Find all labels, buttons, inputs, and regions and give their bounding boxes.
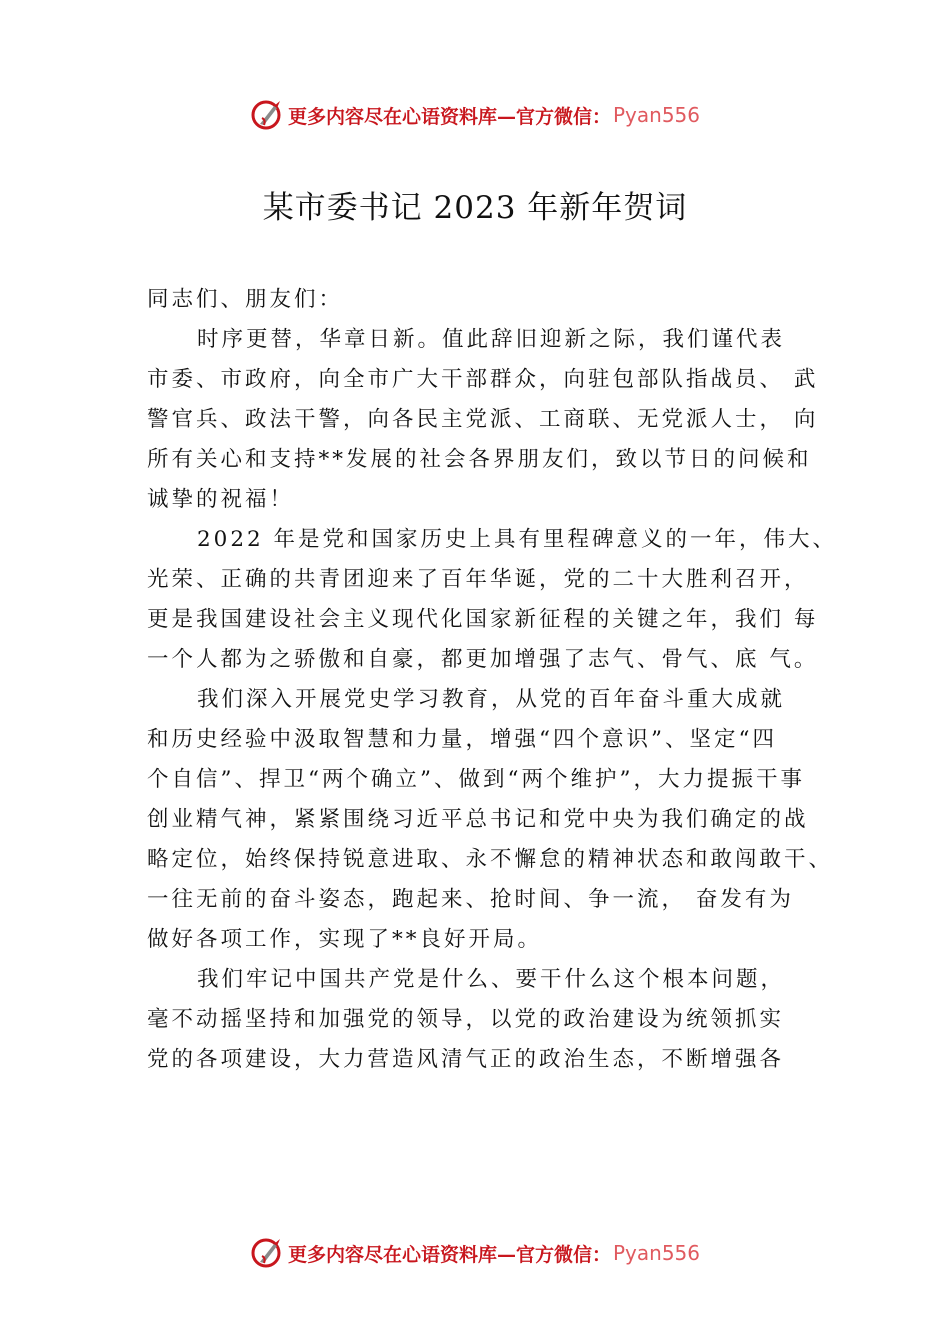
text-line: 更是我国建设社会主义现代化国家新征程的关键之年，我们 每	[147, 607, 819, 632]
text-line: 党的各项建设，大力营造风清气正的政治生态，不断增强各	[147, 1047, 785, 1072]
paragraph-1	[147, 320, 837, 520]
footer-banner-account: Pyan556	[613, 1241, 701, 1265]
quill-logo-icon	[250, 1236, 284, 1270]
header-banner-account: Pyan556	[613, 103, 701, 127]
text-line: 时序更替，华章日新。值此辞旧迎新之际，我们谨代表	[197, 327, 786, 352]
text-line: 所有关心和支持**发展的社会各界朋友们，致以节日的问候和	[147, 447, 812, 472]
header-banner-text: 更多内容尽在心语资料库—官方微信：	[287, 105, 611, 128]
text-line: 警官兵、政法干警，向各民主党派、工商联、无党派人士， 向	[147, 407, 819, 432]
text-line: 做好各项工作，实现了**良好开局。	[147, 927, 543, 952]
text-line: 毫不动摇坚持和加强党的领导，以党的政治建设为统领抓实	[147, 1007, 785, 1032]
text-line: 一往无前的奋斗姿态，跑起来、抢时间、争一流， 奋发有为	[147, 887, 794, 912]
text-line: 2022 年是党和国家历史上具有里程碑意义的一年，伟大、	[197, 527, 838, 552]
paragraph-4	[147, 960, 837, 1080]
text-line: 我们牢记中国共产党是什么、要干什么这个根本问题，	[197, 967, 786, 992]
footer-banner	[0, 1233, 950, 1273]
text-line: 诚挚的祝福！	[147, 487, 295, 512]
header-banner	[0, 95, 950, 135]
text-line: 市委、市政府，向全市广大干部群众，向驻包部队指战员、 武	[147, 367, 819, 392]
text-line: 我们深入开展党史学习教育，从党的百年奋斗重大成就	[197, 687, 786, 712]
paragraph-2	[147, 520, 837, 680]
text-line: 和历史经验中汲取智慧和力量，增强“四个意识”、坚定“四	[147, 727, 777, 752]
text-line: 一个人都为之骄傲和自豪，都更加增强了志气、骨气、底 气。	[147, 647, 819, 672]
text-line: 创业精气神，紧紧围绕习近平总书记和党中央为我们确定的战	[147, 807, 809, 832]
footer-banner-text: 更多内容尽在心语资料库—官方微信：	[287, 1243, 611, 1266]
document-body	[147, 280, 837, 1080]
text-line: 个自信”、捍卫“两个确立”、做到“两个维护”，大力提振干事	[147, 767, 805, 792]
document-title: 某市委书记 2023 年新年贺词	[262, 190, 688, 226]
salutation: 同志们、朋友们：	[147, 287, 344, 312]
quill-logo-icon	[250, 98, 284, 132]
text-line: 光荣、正确的共青团迎来了百年华诞，党的二十大胜利召开，	[147, 567, 809, 592]
paragraph-3	[147, 680, 837, 960]
text-line: 略定位，始终保持锐意进取、永不懈怠的精神状态和敢闯敢干、	[147, 847, 834, 872]
